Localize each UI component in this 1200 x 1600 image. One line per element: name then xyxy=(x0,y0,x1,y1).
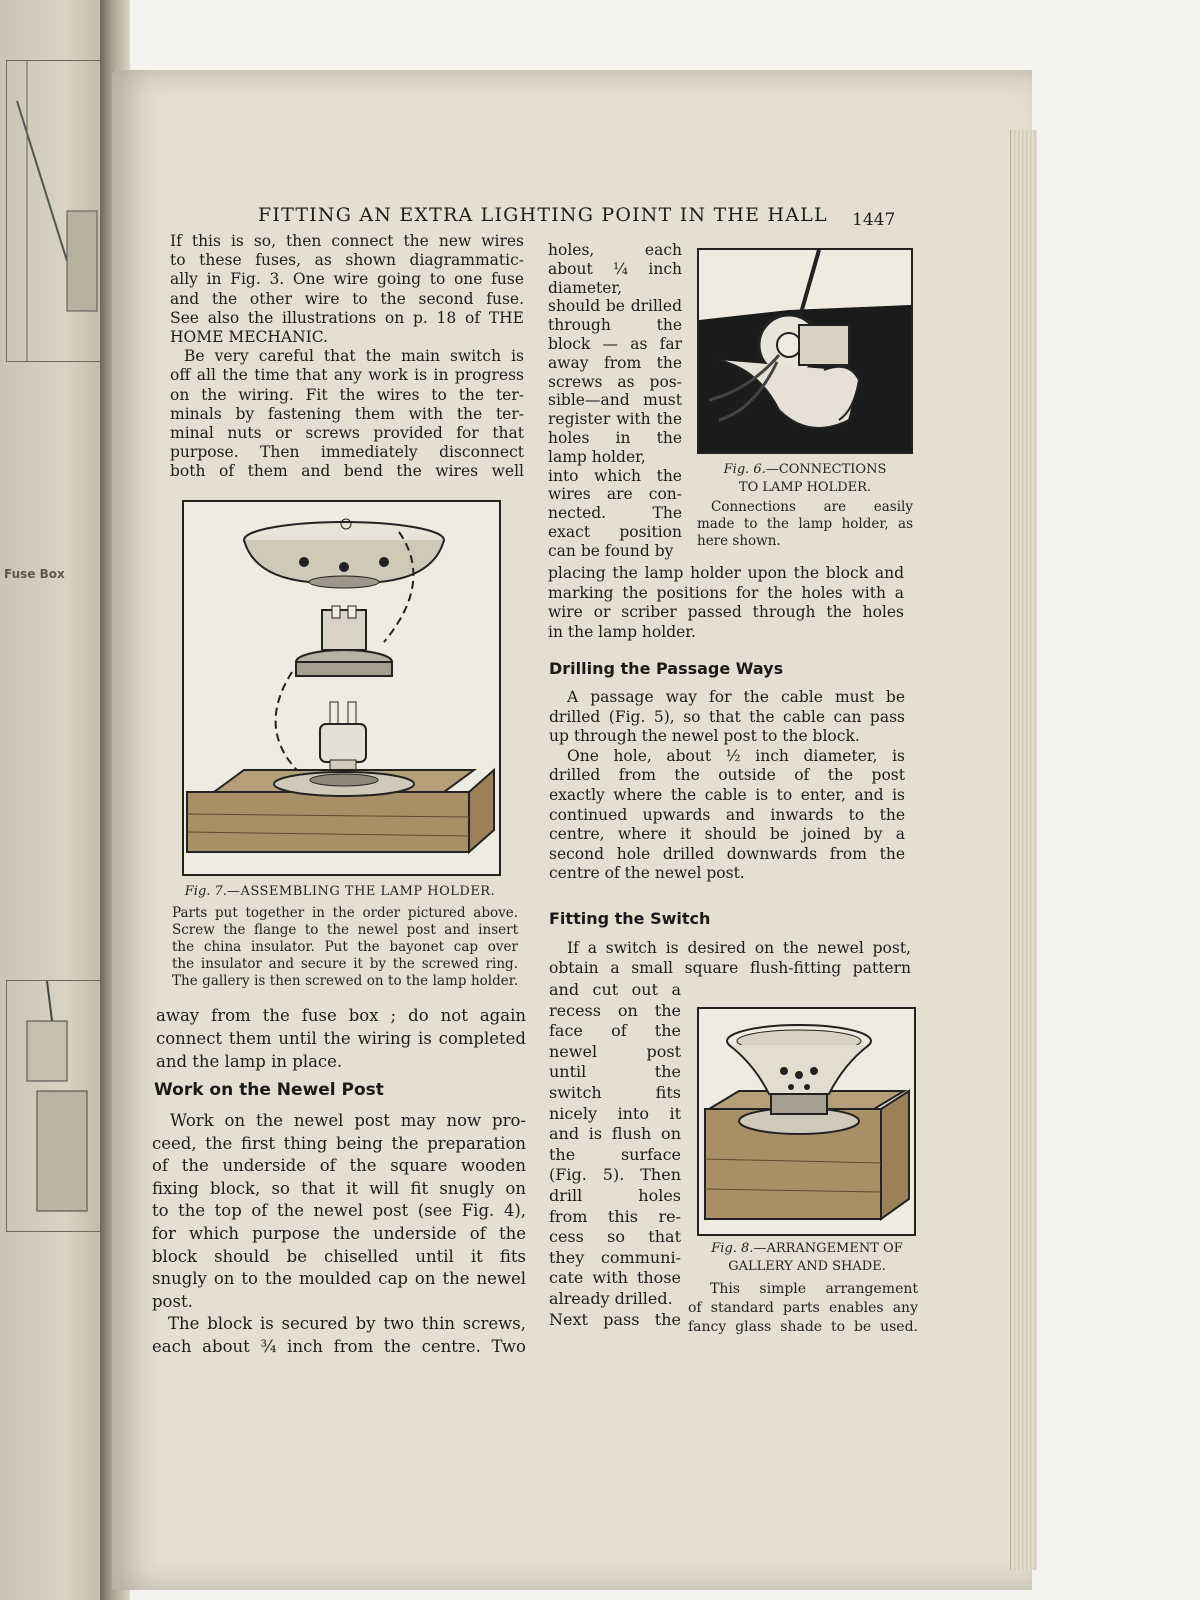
text-line: sible—and must xyxy=(548,391,682,410)
text-line: purpose. Then immediately disconnect xyxy=(170,443,524,462)
text-line: See also the illustrations on p. 18 of THE xyxy=(170,308,524,327)
left-page-fragment-heading: Fuse Box xyxy=(4,567,65,581)
text-line: face of the xyxy=(549,1021,681,1041)
text-line: nected. The xyxy=(548,504,682,523)
figure-8-illustration xyxy=(697,1007,916,1236)
text-line: exactly where the cable is to enter, and is xyxy=(549,785,905,804)
text-line: centre of the newel post. xyxy=(549,864,745,883)
figure-7-label: Fig. 7. xyxy=(184,884,227,899)
col2-full-text xyxy=(548,564,904,642)
text-line: Be very careful that the main switch is xyxy=(184,347,524,366)
col1-top-text xyxy=(170,232,524,482)
text-line: drill holes xyxy=(549,1185,681,1205)
text-line: already drilled. xyxy=(549,1288,673,1308)
text-line: holes in the xyxy=(548,428,682,447)
text-line: into which the xyxy=(548,466,682,485)
text-line: each about ¾ inch from the centre. Two xyxy=(152,1336,526,1356)
text-line: and the lamp in place. xyxy=(156,1052,343,1071)
text-line: second hole drilled downwards from the xyxy=(549,844,905,863)
text-line: register with the xyxy=(548,410,682,429)
figure-7-caption xyxy=(170,883,510,900)
left-page-edge xyxy=(0,0,112,1600)
col2-narrow-text xyxy=(548,241,682,561)
figure-8-description xyxy=(688,1280,918,1337)
text-line: block — as far xyxy=(548,334,682,353)
page-edge-stack xyxy=(1010,130,1037,1570)
running-head: FITTING AN EXTRA LIGHTING POINT IN THE HALL xyxy=(258,204,828,226)
text-line: away from the xyxy=(548,353,682,372)
text-line: from this re- xyxy=(549,1206,681,1226)
caption-line: the china insulator. Put the bayonet cap over xyxy=(172,939,518,955)
text-line: and the other wire to the second fuse. xyxy=(170,289,524,308)
figure-6-label: Fig. 6. xyxy=(723,462,766,477)
text-line: and is flush on xyxy=(549,1124,681,1144)
text-line: for which purpose the underside of the xyxy=(152,1223,526,1243)
text-line: obtain a small square flush-fitting pattern xyxy=(549,959,911,977)
figure-8-title-line1: —ARRANGEMENT OF xyxy=(753,1241,903,1256)
text-line: minal nuts or screws provided for that xyxy=(170,424,524,443)
text-line: If this is so, then connect the new wires xyxy=(170,232,524,250)
figure-6-description xyxy=(697,499,913,550)
text-line: One hole, about ½ inch diameter, is xyxy=(567,746,905,765)
text-line: lamp holder, xyxy=(548,447,646,466)
text-line: holes, each xyxy=(548,241,682,259)
text-line: A passage way for the cable must be xyxy=(567,688,905,706)
text-line: wire or scriber passed through the holes xyxy=(548,603,904,621)
text-line: post. xyxy=(152,1291,193,1311)
figure-8-caption xyxy=(697,1240,917,1276)
text-line: recess on the xyxy=(549,1000,681,1020)
text-line: to the top of the newel post (see Fig. 4), xyxy=(152,1201,526,1221)
heading-fitting-the-switch: Fitting the Switch xyxy=(549,909,711,928)
text-line: cate with those xyxy=(549,1268,681,1288)
text-line: of the underside of the square wooden xyxy=(152,1156,526,1176)
text-line: diameter, xyxy=(548,278,623,297)
text-line: and cut out a xyxy=(549,980,681,999)
text-line: HOME MECHANIC. xyxy=(170,328,329,347)
caption-line: Parts put together in the order pictured above. xyxy=(172,905,518,921)
text-line: ceed, the first thing being the preparation xyxy=(152,1133,526,1153)
caption-line: Screw the flange to the newel post and insert xyxy=(172,922,518,938)
caption-line: The gallery is then screwed on to the lamp holder. xyxy=(172,973,518,989)
caption-line: the insulator and secure it by the screwed ring. xyxy=(172,956,518,972)
text-line: about ¼ inch xyxy=(548,259,682,278)
caption-line: of standard parts enables any xyxy=(688,1300,918,1316)
figure-7-description xyxy=(172,905,518,990)
figure-8-title-line2: GALLERY AND SHADE. xyxy=(728,1259,886,1274)
caption-line: made to the lamp holder, as xyxy=(697,516,913,532)
text-line: If a switch is desired on the newel post, xyxy=(567,939,911,957)
text-line: should be drilled xyxy=(548,297,682,316)
text-line: connect them until the wiring is completed xyxy=(156,1029,526,1048)
left-page-illustration-2 xyxy=(6,980,104,1232)
caption-line: This simple arrangement xyxy=(710,1281,918,1297)
figure-6-title-line1: —CONNECTIONS xyxy=(765,462,887,477)
text-line: through the xyxy=(548,316,682,335)
text-line: away from the fuse box ; do not again xyxy=(156,1006,526,1025)
text-line: wires are con- xyxy=(548,485,682,504)
text-line: newel post xyxy=(549,1041,681,1061)
text-line: up through the newel post to the block. xyxy=(549,727,860,746)
heading-drilling-passage-ways: Drilling the Passage Ways xyxy=(549,659,784,678)
figure-7-illustration xyxy=(182,500,501,876)
text-line: on the wiring. Fit the wires to the ter- xyxy=(170,385,524,404)
figure-6-title-line2: TO LAMP HOLDER. xyxy=(738,480,872,495)
text-line: (Fig. 5). Then xyxy=(549,1165,681,1185)
caption-line: Connections are easily xyxy=(711,499,913,515)
text-line: placing the lamp holder upon the block and xyxy=(548,564,904,582)
text-line: snugly on to the moulded cap on the newel xyxy=(152,1269,526,1289)
caption-line: fancy glass shade to be used. xyxy=(688,1319,918,1335)
col1-bottom-text-b xyxy=(152,1110,526,1359)
col2-switch-narrow-text xyxy=(549,980,681,1330)
figure-7-title: —ASSEMBLING THE LAMP HOLDER. xyxy=(226,884,496,899)
text-line: can be found by xyxy=(548,541,674,560)
text-line: until the xyxy=(549,1062,681,1082)
text-line: marking the positions for the holes with a xyxy=(548,583,904,602)
text-line: to these fuses, as shown diagrammatic- xyxy=(170,251,524,270)
figure-6-illustration xyxy=(697,248,913,454)
page-number: 1447 xyxy=(852,210,896,230)
heading-work-on-newel-post: Work on the Newel Post xyxy=(154,1080,384,1100)
text-line: The block is secured by two thin screws, xyxy=(168,1314,526,1334)
text-line: in the lamp holder. xyxy=(548,622,696,641)
text-line: the surface xyxy=(549,1144,681,1164)
col2-drilling-text xyxy=(549,688,905,884)
text-line: cess so that xyxy=(549,1227,681,1247)
text-line: drilled from the outside of the post xyxy=(549,766,905,785)
text-line: fixing block, so that it will fit snugly on xyxy=(152,1178,526,1198)
left-page-illustration xyxy=(6,60,104,362)
text-line: centre, where it should be joined by a xyxy=(549,825,905,844)
text-line: exact position xyxy=(548,522,682,541)
text-line: screws as pos- xyxy=(548,372,682,391)
text-line: nicely into it xyxy=(549,1103,681,1123)
col2-switch-text xyxy=(549,938,911,978)
text-line: Next pass the xyxy=(549,1309,681,1329)
text-line: switch fits xyxy=(549,1082,681,1102)
caption-line: here shown. xyxy=(697,533,781,549)
text-line: block should be chiselled until it fits xyxy=(152,1246,526,1266)
figure-6-caption xyxy=(700,461,910,497)
text-line: continued upwards and inwards to the xyxy=(549,805,905,824)
text-line: they communi- xyxy=(549,1247,681,1267)
text-line: drilled (Fig. 5), so that the cable can pass xyxy=(549,707,905,726)
text-line: both of them and bend the wires well xyxy=(170,462,524,481)
text-line: Work on the newel post may now pro- xyxy=(170,1111,526,1130)
figure-8-label: Fig. 8. xyxy=(711,1241,754,1256)
col1-bottom-text-a xyxy=(156,1004,526,1073)
text-line: off all the time that any work is in progress xyxy=(170,366,524,385)
text-line: minals by fastening them with the ter- xyxy=(170,404,524,423)
text-line: ally in Fig. 3. One wire going to one fuse xyxy=(170,270,524,289)
